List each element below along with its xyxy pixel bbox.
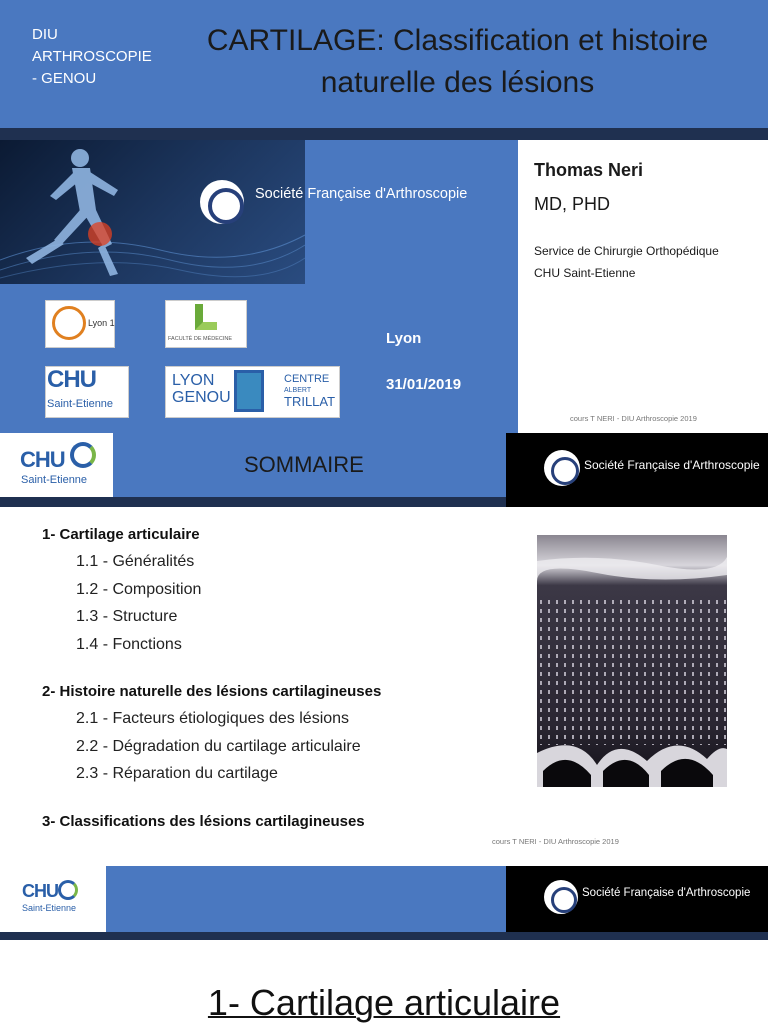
event-date: 31/01/2019 bbox=[386, 376, 462, 393]
banner-right-area bbox=[305, 140, 518, 284]
toc-section-3: 3- Classifications des lésions cartilagineuses bbox=[42, 813, 365, 830]
slide2-divider bbox=[0, 497, 506, 507]
chu-sublabel: Saint-Etienne bbox=[21, 474, 88, 486]
runner-banner-image bbox=[0, 140, 305, 284]
chu-sublabel: Saint-Etienne bbox=[22, 903, 77, 913]
author-degree: MD, PHD bbox=[534, 194, 610, 214]
lyon-genou-label bbox=[172, 372, 231, 406]
toc-item: 1.2 - Composition bbox=[76, 581, 202, 598]
toc-item: 2.3 - Réparation du cartilage bbox=[76, 765, 278, 782]
sfa-logo-icon bbox=[544, 450, 580, 486]
lyon-genou-mark-icon bbox=[234, 370, 264, 412]
lyon1-circle-icon bbox=[52, 306, 86, 340]
cartilage-histology-image bbox=[537, 535, 727, 787]
slide2-footer: cours T NERI - DIU Arthroscopie 2019 bbox=[492, 837, 619, 846]
centre-line: ALBERT bbox=[284, 387, 312, 394]
slide1-course-label bbox=[32, 24, 172, 90]
course-label-line: - GENOU bbox=[32, 70, 97, 87]
lyon1-label: Lyon 1 bbox=[88, 318, 115, 328]
chu-sublabel: Saint-Etienne bbox=[47, 398, 114, 410]
title-line-1: CARTILAGE: Classification et histoire bbox=[206, 24, 709, 57]
toc-item: 1.1 - Généralités bbox=[76, 553, 195, 570]
faculte-label: FACULTÉ DE MÉDECINE bbox=[168, 336, 233, 342]
sfa-name: Société Française d'Arthroscopie bbox=[255, 186, 468, 202]
slide1-title bbox=[180, 20, 735, 104]
chu-label: CHU bbox=[22, 881, 58, 901]
slide2-title: SOMMAIRE bbox=[244, 452, 364, 477]
chu-label: CHU bbox=[47, 366, 96, 393]
event-city: Lyon bbox=[386, 330, 422, 347]
chu-mark-icon bbox=[58, 880, 78, 900]
toc-section-1: 1- Cartilage articulaire bbox=[42, 526, 200, 543]
slide1-divider bbox=[0, 128, 768, 140]
chu-mark-icon bbox=[70, 442, 96, 468]
faculte-mark-icon bbox=[195, 304, 217, 330]
author-service: Service de Chirurgie Orthopédique bbox=[534, 244, 719, 258]
slide3-title bbox=[0, 982, 768, 1024]
sfa-logo-icon bbox=[200, 180, 244, 224]
slide3-divider bbox=[0, 932, 768, 940]
centre-trillat-label bbox=[284, 374, 335, 407]
title-line-2: naturelle des lésions bbox=[320, 66, 595, 99]
chu-label: CHU bbox=[20, 447, 65, 472]
sfa-name: Société Française d'Arthroscopie bbox=[584, 458, 760, 472]
toc-item: 2.1 - Facteurs étiologiques des lésions bbox=[76, 710, 350, 727]
author-hospital: CHU Saint-Etienne bbox=[534, 266, 636, 280]
toc-item: 2.2 - Dégradation du cartilage articulaire bbox=[76, 738, 361, 755]
cartilage-micrograph bbox=[537, 535, 727, 787]
slide3-title-text: 1- Cartilage articulaire bbox=[207, 982, 561, 1023]
sfa-logo-icon bbox=[544, 880, 578, 914]
author-name: Thomas Neri bbox=[534, 160, 644, 180]
course-label-line: ARTHROSCOPIE bbox=[32, 48, 152, 65]
course-label-line: DIU bbox=[32, 26, 58, 43]
toc-item: 1.4 - Fonctions bbox=[76, 636, 182, 653]
toc-section-2: 2- Histoire naturelle des lésions cartilagineuses bbox=[42, 683, 382, 700]
centre-line: TRILLAT bbox=[284, 394, 336, 409]
runner-illustration bbox=[0, 140, 305, 284]
centre-line: CENTRE bbox=[284, 373, 330, 385]
toc-item: 1.3 - Structure bbox=[76, 608, 178, 625]
lyon-genou-line: GENOU bbox=[172, 389, 231, 406]
sfa-name: Société Française d'Arthroscopie bbox=[582, 887, 751, 899]
lyon-genou-line: LYON bbox=[172, 372, 215, 389]
slide1-footer: cours T NERI - DIU Arthroscopie 2019 bbox=[570, 414, 697, 423]
